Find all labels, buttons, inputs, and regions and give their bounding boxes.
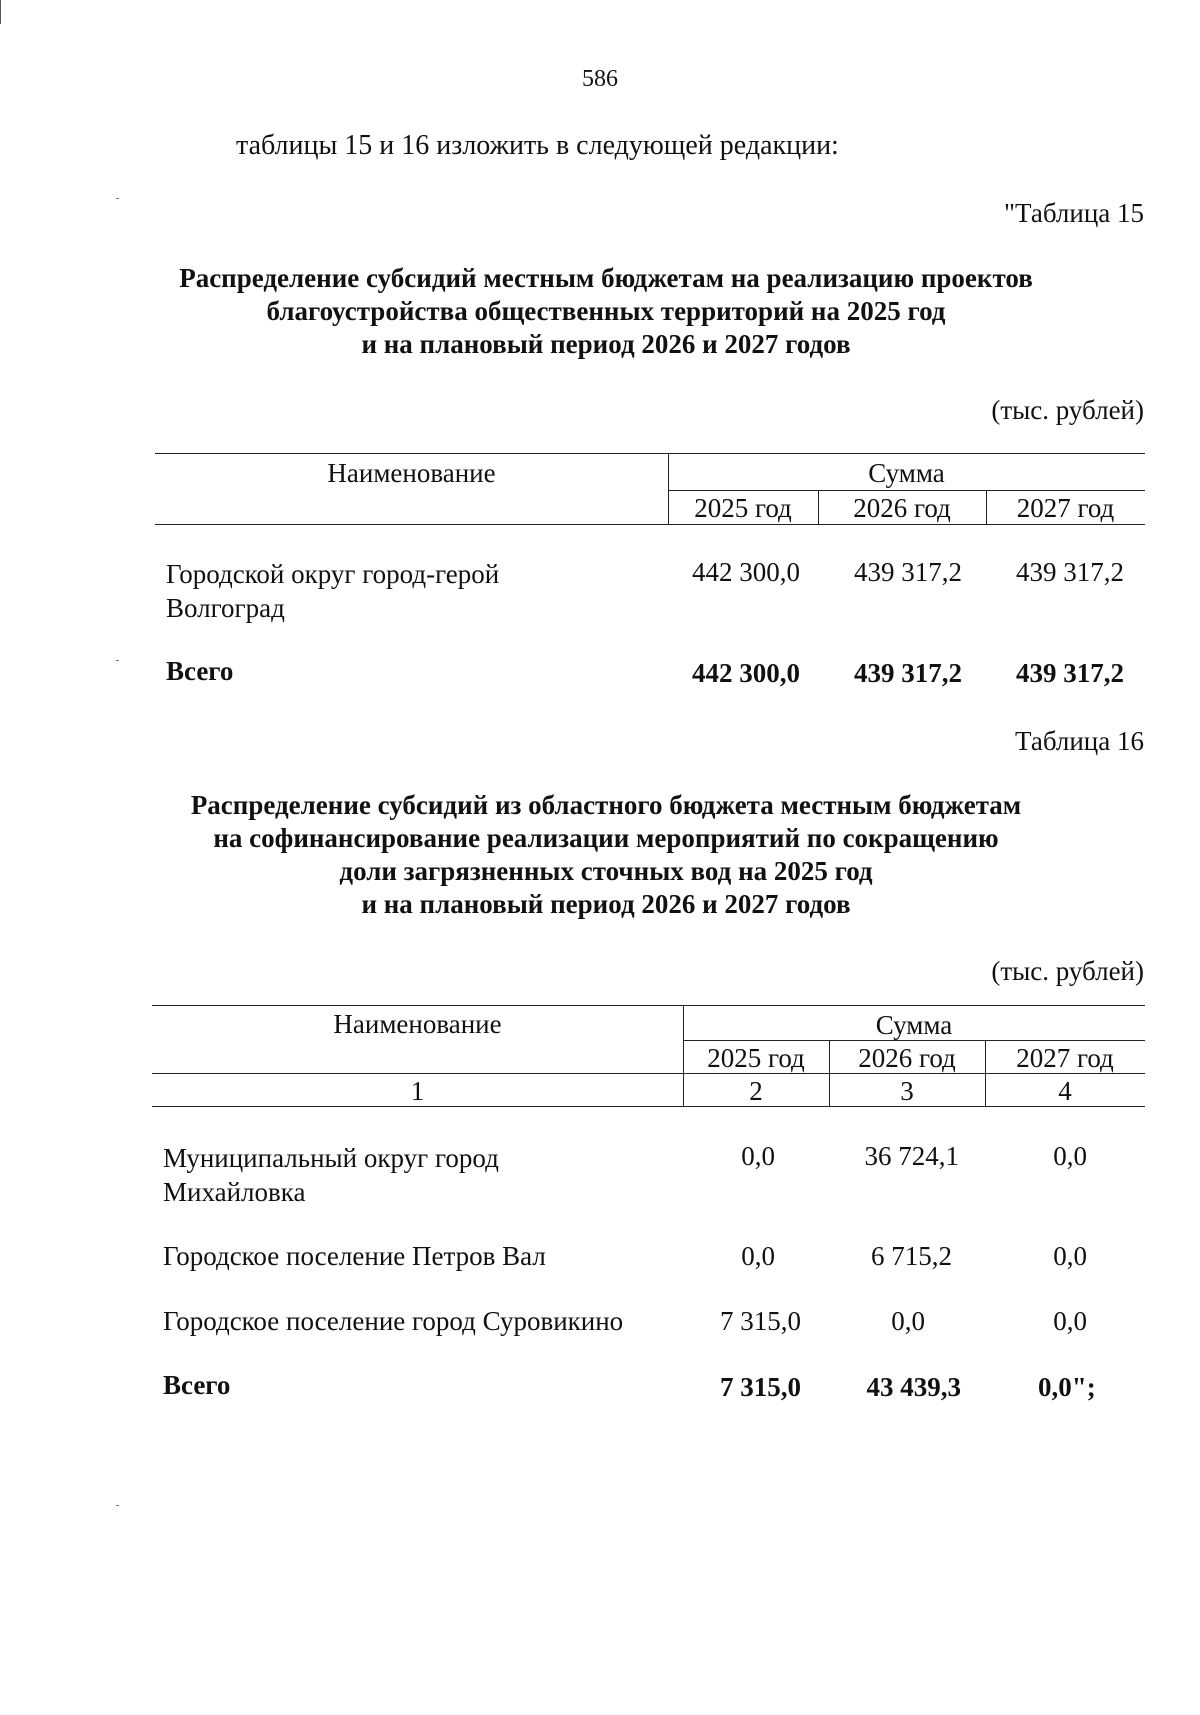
table15-header-sum: Сумма <box>868 458 945 488</box>
table16-row-name: Городское поселение город Суровикино <box>163 1306 624 1336</box>
table16-cell-value: 0,0 <box>1053 1141 1087 1171</box>
table15-header-bottom-rule <box>155 524 1145 525</box>
table16-row-name: Городское поселение Петров Вал <box>163 1241 546 1271</box>
table15-header-name: Наименование <box>327 458 496 488</box>
table15-total-value: 439 317,2 <box>1016 658 1124 688</box>
table16-cell-value: 0,0 <box>741 1141 775 1171</box>
table16-row-name <box>163 1141 499 1209</box>
table15-title <box>150 262 1062 361</box>
scan-tick <box>116 198 119 199</box>
table16-title-line: на софинансирование реализации мероприятий по сокращению <box>213 823 999 853</box>
table16-units: (тыс. рублей) <box>991 956 1144 986</box>
row-name-line: Городской округ город-герой <box>166 559 500 589</box>
table16-cell-value: 0,0 <box>1053 1241 1087 1271</box>
table15-header-year: 2025 год <box>694 493 792 523</box>
table16-cell-value: 0,0 <box>1053 1306 1087 1336</box>
table15-title-line: благоустройства общественных территорий на 2025 год <box>266 296 946 326</box>
table16-title-line: доли загрязненных сточных вод на 2025 год <box>339 856 873 886</box>
scan-edge-mark <box>0 0 1 24</box>
table16-header-sum: Сумма <box>875 1010 953 1040</box>
row-name-line: Волгоград <box>166 593 285 623</box>
scan-tick <box>116 1505 119 1506</box>
table15-top-rule <box>155 453 1145 454</box>
table16-cell-value: 36 724,1 <box>864 1141 959 1171</box>
table16-cell-value: 0,0 <box>891 1306 925 1336</box>
table16-top-rule <box>152 1005 1145 1006</box>
table15-header-year: 2027 год <box>1016 493 1115 523</box>
table15-units: (тыс. рублей) <box>991 395 1144 425</box>
table16-header-year: 2027 год <box>1016 1043 1114 1073</box>
table16-cell-value: 0,0 <box>741 1241 775 1271</box>
row-name-line: Михайловка <box>163 1177 306 1207</box>
table15-header-year: 2026 год <box>853 493 951 523</box>
table15-cell-value: 442 300,0 <box>692 557 800 587</box>
table16-header-year: 2025 год <box>707 1043 805 1073</box>
table15-row-name <box>166 557 499 625</box>
table16-title-line: и на плановый период 2026 и 2027 годов <box>361 889 851 919</box>
table15-cell-value: 439 317,2 <box>1016 557 1124 587</box>
table16-total-value: 0,0"; <box>1038 1372 1096 1402</box>
table16-column-number: 3 <box>900 1076 914 1106</box>
page-number: 586 <box>582 66 618 92</box>
table16-title <box>150 789 1062 921</box>
table15-title-line: и на плановый период 2026 и 2027 годов <box>361 329 851 359</box>
table16-header-name: Наименование <box>333 1009 502 1039</box>
table16-cell-value: 7 315,0 <box>720 1306 801 1336</box>
table16-total-value: 7 315,0 <box>720 1372 801 1402</box>
table15-title-line: Распределение субсидий местным бюджетам на реализацию проектов <box>179 263 1033 293</box>
table16-column-number: 2 <box>749 1076 763 1106</box>
table16-total-value: 43 439,3 <box>866 1372 961 1402</box>
table15-sum-rule <box>668 490 1145 491</box>
table16-column-number: 1 <box>410 1076 425 1106</box>
intro-text: таблицы 15 и 16 изложить в следующей редакции: <box>236 130 839 161</box>
table16-header-year: 2026 год <box>858 1043 956 1073</box>
table15-cell-value: 439 317,2 <box>854 557 962 587</box>
table15-total-value: 439 317,2 <box>854 658 962 688</box>
table15-label: "Таблица 15 <box>1004 198 1144 228</box>
table15-total-label: Всего <box>166 656 234 686</box>
table16-label: Таблица 16 <box>1015 726 1144 756</box>
table15-total-value: 442 300,0 <box>692 658 800 688</box>
row-name-line: Муниципальный округ город <box>163 1143 499 1173</box>
scan-tick <box>116 660 119 661</box>
table16-cell-value: 6 715,2 <box>871 1241 952 1271</box>
table16-column-number: 4 <box>1058 1076 1072 1106</box>
table16-title-line: Распределение субсидий из областного бюджета местным бюджетам <box>190 790 1022 820</box>
table16-total-label: Всего <box>163 1370 231 1400</box>
